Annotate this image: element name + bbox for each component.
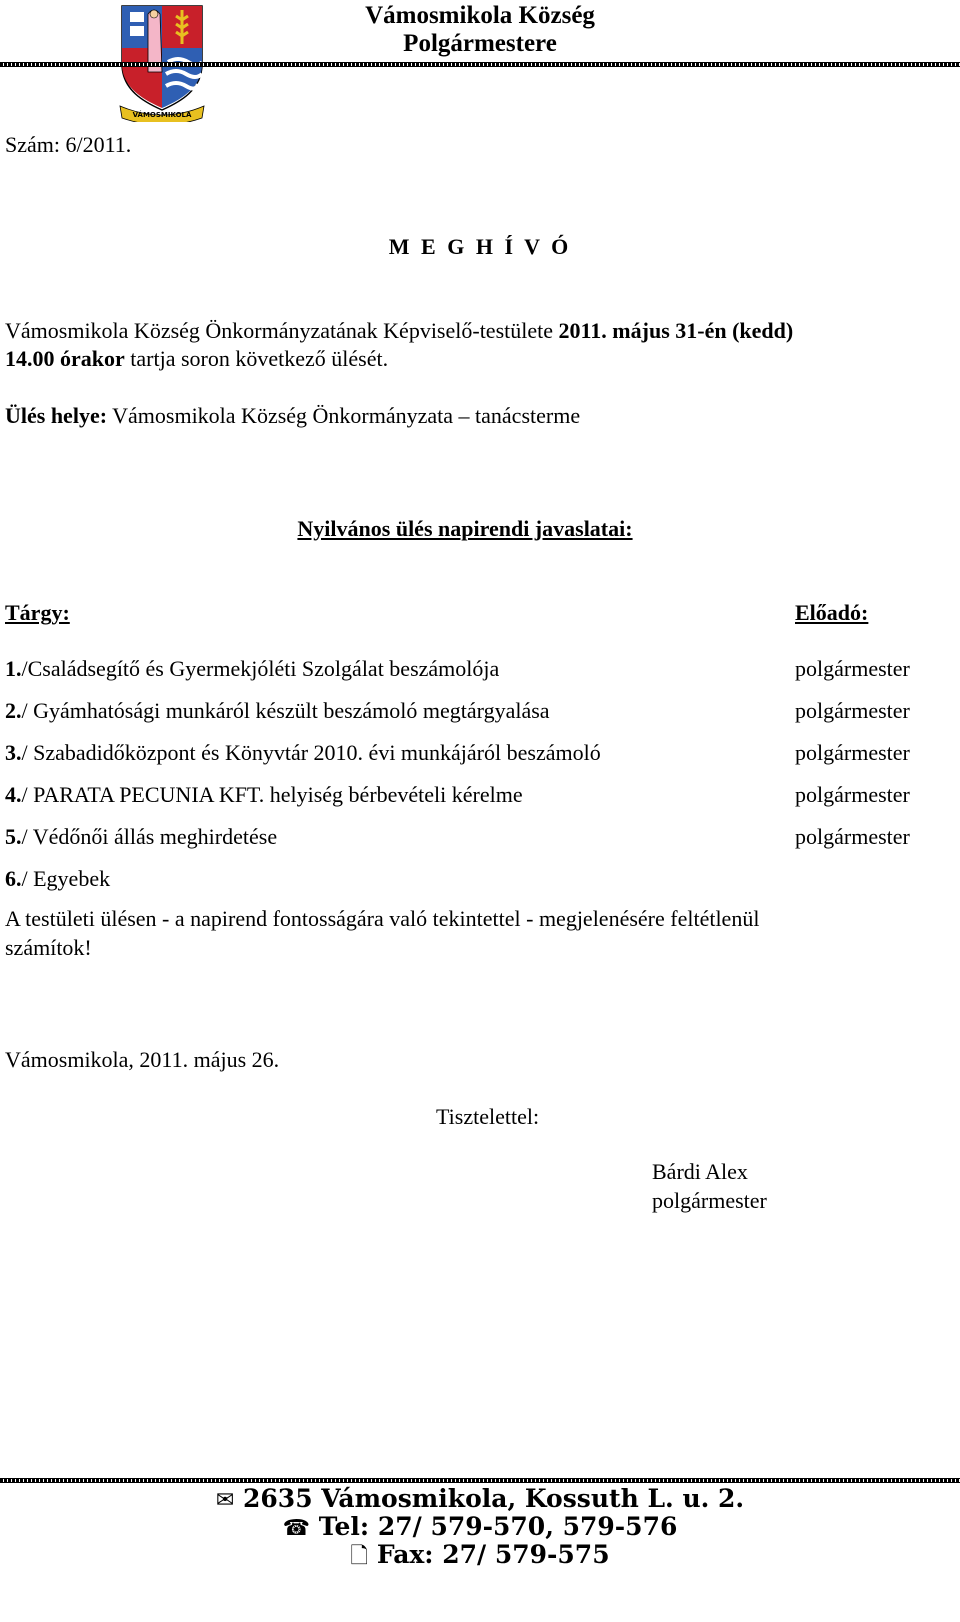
venue-label: Ülés helye:	[5, 403, 108, 428]
subject-label: Tárgy:	[5, 600, 70, 625]
document-title: M E G H Í V Ó	[388, 234, 572, 259]
footer-address: 2635 Vámosmikola, Kossuth L. u. 2.	[243, 1484, 745, 1513]
agenda-item-text: /Családsegítő és Gyermekjóléti Szolgálat beszámolója	[21, 656, 500, 681]
agenda-item-presenter: polgármester	[795, 656, 910, 681]
document-icon: 🗋	[350, 1544, 369, 1569]
agenda-item-text: / PARATA PECUNIA KFT. helyiség bérbevételi kérelme	[21, 782, 523, 807]
footer-fax-line	[0, 1541, 960, 1571]
agenda-item-text: / Védőnői állás meghirdetése	[21, 824, 278, 849]
agenda-item	[5, 780, 523, 810]
footer-rule	[0, 1478, 960, 1483]
meeting-date: 2011. május 31-én (kedd)	[558, 318, 794, 343]
venue-line	[5, 401, 580, 431]
agenda-item-number: 1.	[5, 656, 22, 681]
agenda-heading: Nyilvános ülés napirendi javaslatai:	[297, 516, 633, 541]
intro-line-2	[5, 344, 388, 374]
agenda-item-number: 3.	[5, 740, 22, 765]
agenda-item-number: 4.	[5, 782, 22, 807]
signer-title: polgármester	[652, 1188, 767, 1213]
footer-fax: Fax: 27/ 579-575	[376, 1540, 610, 1569]
footer-tel: Tel: 27/ 579-570, 579-576	[318, 1512, 678, 1541]
signer-name: Bárdi Alex	[652, 1159, 748, 1184]
agenda-item-text: / Gyámhatósági munkáról készült beszámoló megtárgyalása	[21, 698, 550, 723]
phone-icon: ☎	[282, 1516, 311, 1541]
agenda-item-text: / Egyebek	[21, 866, 111, 891]
place-date: Vámosmikola, 2011. május 26.	[5, 1047, 280, 1072]
venue-value: Vámosmikola Község Önkormányzata – tanácsterme	[107, 403, 581, 428]
agenda-item-presenter: polgármester	[795, 698, 910, 723]
intro-line-1	[5, 316, 793, 346]
document-number: Szám: 6/2011.	[5, 132, 132, 157]
header-municipality: Vámosmikola Község	[365, 2, 595, 29]
footer-address-line	[0, 1485, 960, 1515]
salutation: Tisztelettel:	[436, 1104, 540, 1129]
header-rule	[0, 62, 960, 67]
agenda-item	[5, 822, 277, 852]
agenda-item-presenter: polgármester	[795, 824, 910, 849]
header-mayor: Polgármestere	[403, 30, 557, 57]
intro-text: Vámosmikola Község Önkormányzatának Képviselő-testülete	[5, 318, 559, 343]
intro-text-2: tartja soron következő ülését.	[124, 346, 389, 371]
closing-line-2: számítok!	[5, 935, 92, 960]
agenda-item-number: 5.	[5, 824, 22, 849]
footer-tel-line	[0, 1513, 960, 1543]
agenda-item	[5, 696, 550, 726]
agenda-item-presenter: polgármester	[795, 782, 910, 807]
agenda-item-number: 6.	[5, 866, 22, 891]
closing-line-1: A testületi ülésen - a napirend fontosságára való tekintettel - megjelenésére feltétlenül	[5, 906, 760, 931]
crest-banner-text: VÁMOSMIKOLA	[132, 111, 192, 119]
agenda-item-text: / Szabadidőközpont és Könyvtár 2010. évi munkájáról beszámoló	[21, 740, 601, 765]
agenda-item	[5, 654, 499, 684]
agenda-item	[5, 738, 601, 768]
presenter-label: Előadó:	[795, 600, 869, 625]
agenda-item-presenter: polgármester	[795, 740, 910, 765]
meeting-time: 14.00 órakor	[5, 346, 125, 371]
agenda-item-number: 2.	[5, 698, 22, 723]
agenda-item	[5, 864, 110, 894]
envelope-icon: ✉	[215, 1488, 235, 1513]
